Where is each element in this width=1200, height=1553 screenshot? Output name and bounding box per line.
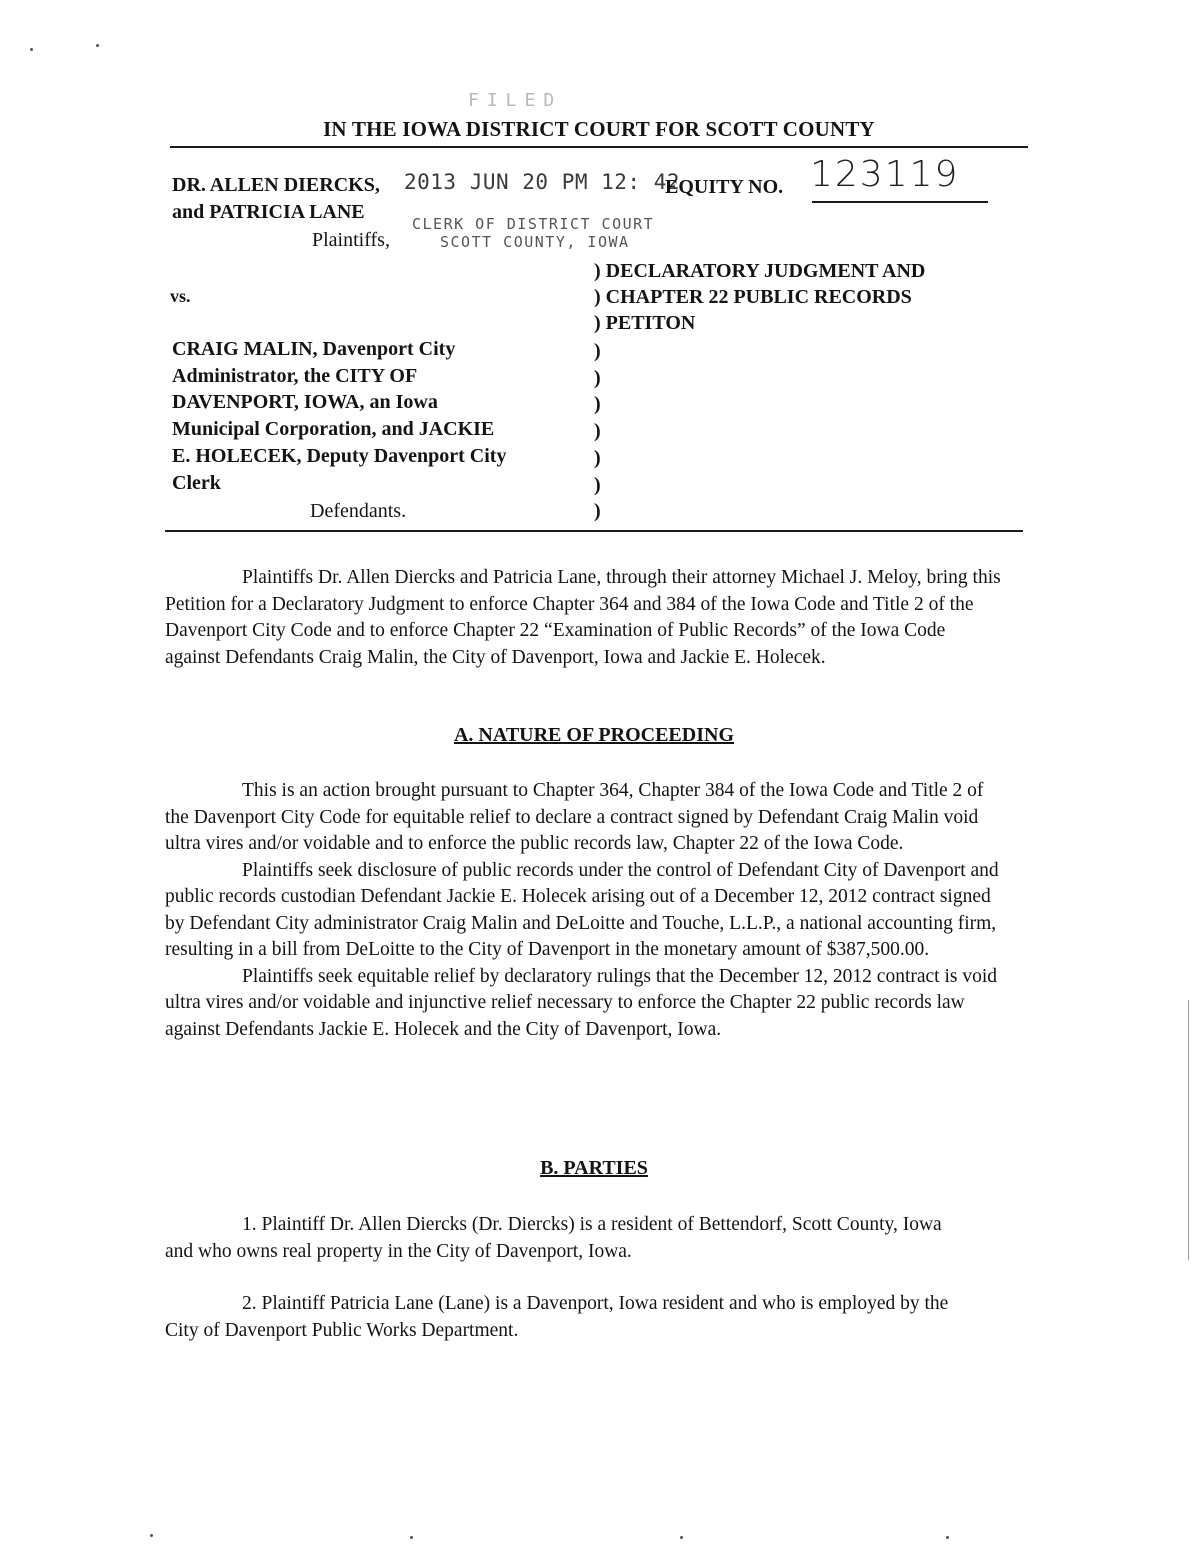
defendant-line: Clerk <box>172 471 221 494</box>
caption-paren-column <box>594 338 601 525</box>
equity-number-line <box>812 201 988 203</box>
section-a-paragraph: This is an action brought pursuant to Chapter 364, Chapter 384 of the Iowa Code and Title 2 of the Davenport City Code for equitable relief to declare a contract signed by Defendant Craig Malin void ultra vires and/or voidable and to enforce the public records law, Chapter 22 of the Iowa Code. <box>165 780 984 854</box>
caption-paren: ) <box>594 340 601 362</box>
caption-paren: ) <box>594 393 601 416</box>
caption-paren: ) <box>594 366 601 389</box>
scan-speck <box>410 1536 413 1539</box>
scan-speck <box>30 48 33 51</box>
plaintiffs-label: Plaintiffs, <box>312 229 390 251</box>
caption-paren: ) <box>594 473 601 496</box>
section-a-heading: A. NATURE OF PROCEEDING <box>453 724 734 746</box>
plaintiffs-name-line2: and PATRICIA LANE <box>172 201 365 223</box>
caption-paren: ) <box>594 446 601 469</box>
scan-edge-mark <box>1188 1000 1189 1260</box>
caption-paren: ) <box>594 500 601 523</box>
section-b-heading: B. PARTIES <box>540 1157 648 1179</box>
equity-number-handwritten: 123119 <box>810 154 960 195</box>
filed-stamp-faint: FILED <box>468 90 563 111</box>
defendant-line: CRAIG MALIN, Davenport City <box>172 338 456 360</box>
defendant-line: DAVENPORT, IOWA, an Iowa <box>172 391 438 414</box>
case-type-line: ) CHAPTER 22 PUBLIC RECORDS <box>594 286 912 308</box>
section-a-paragraph: Plaintiffs seek disclosure of public records under the control of Defendant City of Davenport and public records custodian Defendant Jackie E. Holecek arising out of a December 12, 2012 contract signed by Defendant City administrator Craig Malin and DeLoitte and Touche, L.L.P., a national accounting firm, resulting in a bill from DeLoitte to the City of Davenport in the monetary amount of $387,500.00. <box>165 859 999 960</box>
scan-speck <box>150 1534 153 1537</box>
equity-label: EQUITY NO. <box>665 176 784 198</box>
case-type-block <box>594 258 925 336</box>
defendant-line: E. HOLECEK, Deputy Davenport City <box>172 444 507 467</box>
case-type-line: ) PETITON <box>594 312 696 334</box>
scan-speck <box>680 1536 683 1539</box>
defendant-line: Municipal Corporation, and JACKIE <box>172 418 495 441</box>
section-b-paragraph: 2. Plaintiff Patricia Lane (Lane) is a Davenport, Iowa resident and who is employed by the City of Davenport Public Works Department. <box>165 1293 949 1341</box>
defendant-line: Administrator, the CITY OF <box>172 364 418 387</box>
case-type-line: ) DECLARATORY JUDGMENT AND <box>594 260 926 282</box>
scan-speck <box>946 1536 949 1539</box>
versus-label: vs. <box>170 286 191 306</box>
caption-paren: ) <box>594 420 601 443</box>
plaintiffs-name-line1: DR. ALLEN DIERCKS, <box>172 174 380 196</box>
section-b-paragraph: 1. Plaintiff Dr. Allen Diercks (Dr. Diercks) is a resident of Bettendorf, Scott County, Iowa and who owns real property in the City of Davenport, Iowa. <box>165 1214 942 1262</box>
defendants-block <box>172 336 506 496</box>
title-rule <box>170 146 1028 148</box>
caption-bottom-rule <box>165 530 1023 532</box>
section-a-body <box>165 778 1010 1043</box>
section-a-paragraph: Plaintiffs seek equitable relief by declaratory rulings that the December 12, 2012 contract is void ultra vires and/or voidable and injunctive relief necessary to enforce the Chapter 22 public records law against Defendants Jackie E. Holecek and the City of Davenport, Iowa. <box>165 965 998 1040</box>
filed-stamp-datetime: 2013 JUN 20 PM 12: 42 <box>404 170 681 194</box>
court-title: IN THE IOWA DISTRICT COURT FOR SCOTT COUNTY <box>323 117 875 141</box>
filed-stamp-clerk-line2: SCOTT COUNTY, IOWA <box>440 233 630 251</box>
intro-paragraph: Plaintiffs Dr. Allen Diercks and Patricia Lane, through their attorney Michael J. Meloy, bring this Petition for a Declaratory Judgment to enforce Chapter 364 and 384 of the Iowa Code and Title 2 of the Davenport City Code and to enforce Chapter 22 “Examination of Public Records” of the Iowa Code against Defendants Craig Malin, the City of Davenport, Iowa and Jackie E. Holecek. <box>165 567 1001 668</box>
filed-stamp-clerk-line1: CLERK OF DISTRICT COURT <box>412 215 655 233</box>
section-b-body <box>165 1212 965 1344</box>
scan-speck <box>96 44 99 47</box>
defendants-label: Defendants. <box>310 500 407 522</box>
intro-paragraph-block <box>165 565 1005 671</box>
